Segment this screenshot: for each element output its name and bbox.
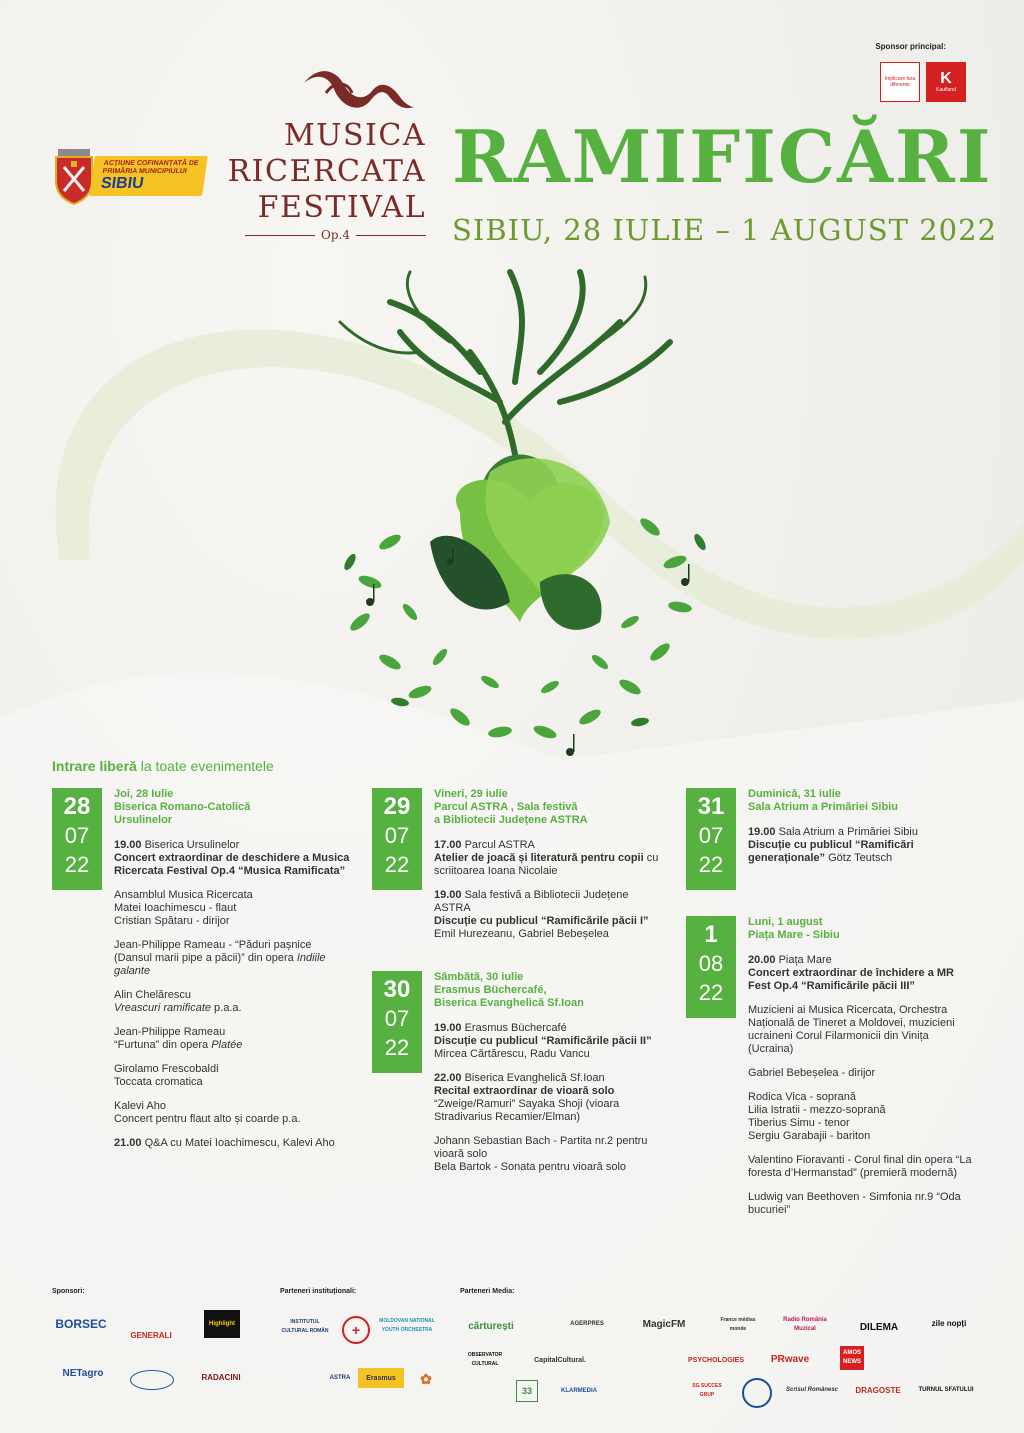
performer: Ansamblul Musica Ricercata (114, 889, 253, 901)
partner-logo-icr[interactable]: INSTITUTUL CULTURAL ROMÂN (281, 1319, 329, 1334)
conductor: Gabriel Bebeșelea - dirijor (748, 1067, 876, 1079)
date-year: 22 (64, 852, 90, 877)
date-day: 29 (383, 793, 411, 820)
sponsor-principal-logos (880, 62, 966, 102)
event-title: Concert extraordinar de închidere a MR Fest Op.4 “Ramificările păcii III” (748, 967, 954, 992)
soloists (748, 1091, 976, 1143)
media-logo-dilema[interactable]: DILEMA (859, 1321, 899, 1333)
work-text: Bela Bartok - Sonata pentru vioară solo (434, 1161, 627, 1173)
day-header-line: Parcul ASTRA , Sala festivă (434, 801, 578, 813)
soloist: Rodica Vica - soprană (748, 1091, 857, 1103)
page-title: RAMIFICĂRI (452, 114, 993, 199)
day-header-line: Joi, 28 Iulie (114, 788, 174, 800)
tree-illustration (300, 262, 740, 762)
schedule-column-3 (686, 788, 976, 1228)
event-place: Biserica Evanghelică Sf.Ioan (461, 1072, 605, 1084)
implicare-logo[interactable] (880, 62, 920, 102)
day-header (434, 788, 662, 827)
event-time: 22.00 (434, 1072, 462, 1084)
kaufland-k-icon: K (940, 70, 952, 87)
event-time: 19.00 (434, 1022, 462, 1034)
festival-logo-line1: MUSICA (283, 118, 426, 153)
soloist: Lilia Istratii - mezzo-soprană (748, 1104, 886, 1116)
day-header-line: Duminică, 31 iulie (748, 788, 841, 800)
event-place: Piața Mare (775, 954, 832, 966)
media-logo-zile-nopti[interactable]: zile nopți (931, 1318, 967, 1328)
media-logo-green[interactable] (884, 1350, 928, 1368)
work-text: “Furtuna” din opera (114, 1039, 212, 1051)
media-logo-scrisul-romanesc[interactable]: Scrisul Românesc (785, 1386, 839, 1393)
sibiu-banner-line2: PRIMĂRIA MUNICIPIULUI (102, 168, 188, 175)
event-place: Sala Atrium a Primăriei Sibiu (775, 826, 918, 838)
event-rest: Mircea Cărtărescu, Radu Vancu (434, 1048, 590, 1060)
media-logo-prwave[interactable]: PRwave (770, 1353, 810, 1365)
day-header-line: Piața Mare - Sibiu (748, 929, 840, 941)
date-month: 07 (64, 823, 90, 848)
date-year: 22 (384, 852, 410, 877)
media-logo-sg-succes-grup[interactable]: SG SUCCES GRUP (692, 1383, 722, 1398)
media-logo-pink[interactable] (460, 1380, 500, 1400)
work-text: Johann Sebastian Bach - Partita nr.2 pentru vioară solo (434, 1135, 648, 1160)
day-header-line: a Bibliotecii Județene ASTRA (434, 814, 588, 826)
event-discussion-generations (748, 826, 976, 865)
day-1-august (686, 916, 976, 1217)
work-italic: Platée (211, 1039, 243, 1051)
work: Valentino Fioravanti - Corul final din opera “La foresta d’Hermanstad” (premieră modernă) (748, 1154, 972, 1179)
red-cross-icon[interactable]: + (342, 1316, 370, 1344)
event-time: 17.00 (434, 839, 462, 851)
event-place: Biserica Ursulinelor (141, 839, 240, 851)
day-28-july (52, 788, 352, 1150)
media-logo-revista[interactable] (612, 1348, 672, 1366)
media-logo-carturesti[interactable]: cărturești (468, 1320, 514, 1332)
day-31-july (686, 788, 976, 888)
media-logo-capital-cultural[interactable]: CapitalCultural. (534, 1356, 586, 1364)
date-day: 31 (697, 793, 725, 820)
work-text: Jean-Philippe Rameau - “Păduri pașnice (Dansul marii pipe a păcii)” din opera (114, 939, 312, 964)
day-29-july (372, 788, 662, 941)
media-logo-grey[interactable] (622, 1380, 678, 1400)
work (114, 939, 352, 978)
event-recital (434, 1072, 662, 1124)
day-header (114, 788, 352, 827)
media-logo-turnul-sfatului[interactable]: TURNUL SFATULUI (918, 1386, 974, 1393)
performer: Cristian Spătaru - dirijor (114, 915, 230, 927)
sponsor-logo-highlight[interactable]: Highlight (204, 1310, 240, 1338)
date-month: 07 (384, 823, 410, 848)
work-composer: Alin Chelărescu (114, 989, 192, 1001)
sponsor-principal-label: Sponsor principal: (875, 42, 946, 51)
work (114, 989, 352, 1015)
schedule-column-2 (372, 788, 662, 1185)
event-time: 19.00 (434, 889, 462, 901)
sponsors-label: Sponsori: (52, 1288, 85, 1295)
day-header-line: Biserica Evanghelică Sf.Ioan (434, 997, 584, 1009)
media-logo-klarmedia[interactable]: KLARMEDIA (561, 1387, 597, 1394)
work-italic: Indiile galante (114, 952, 326, 977)
institutional-partners-label: Parteneri instituționali: (280, 1288, 357, 1295)
performers: Muzicieni ai Musica Ricercata, Orchestra Națională de Tineret a Moldovei, muzicieni ucraineni Corul Filarmonicii din Vinița (Ucraina) (748, 1004, 955, 1055)
day-header-line: Sala Atrium a Primăriei Sibiu (748, 801, 898, 813)
work-text: Toccata cromatica (114, 1076, 203, 1088)
work-text: p.a.a. (211, 1002, 242, 1014)
date-box-1 (686, 916, 736, 1018)
page-subtitle: SIBIU, 28 IULIE – 1 AUGUST 2022 (452, 213, 998, 247)
partner-logo-sibiu[interactable] (278, 1368, 318, 1388)
media-logo-france-medias[interactable]: France médias monde (720, 1317, 756, 1332)
event-discussion-1 (434, 889, 662, 941)
sibiu-banner-city: SIBIU (99, 175, 145, 192)
partner-logo-astra[interactable]: ASTRA (329, 1374, 351, 1381)
date-year: 22 (698, 980, 724, 1005)
free-entry-bold: Intrare liberă (52, 758, 137, 774)
sibiu-banner-line1: ACȚIUNE COFINANȚATĂ DE (103, 160, 200, 167)
media-logo-33[interactable]: 33 (516, 1380, 538, 1402)
work-composer: Kalevi Aho (114, 1100, 166, 1112)
work-text: Concert pentru flaut alto și coarde p.a. (114, 1113, 301, 1125)
sponsor-logo-borsec[interactable]: BORSEC (55, 1316, 107, 1331)
performers (114, 889, 352, 928)
media-logo-dragoste[interactable]: DRAGOSTE (855, 1385, 901, 1395)
day-30-july (372, 971, 662, 1174)
free-entry-rest: la toate evenimentele (136, 758, 274, 774)
media-logo-magicfm[interactable]: MagicFM (642, 1318, 686, 1330)
event-title: Concert extraordinar de deschidere a Musica Ricercata Festival Op.4 “Musica Ramificata” (114, 852, 350, 877)
event-rest: Götz Teutsch (825, 852, 893, 864)
event-workshop (434, 839, 662, 878)
festival-logo (226, 63, 426, 242)
day-header-line: Biserica Romano-Catolică (114, 801, 251, 813)
sponsor-logo-generali[interactable]: GENERALI (130, 1331, 172, 1340)
event-discussion-2 (434, 1022, 662, 1061)
event-text: Q&A cu Matei Ioachimescu, Kalevi Aho (141, 1137, 335, 1149)
sibiu-crest-icon (52, 147, 96, 205)
day-header-line: Ursulinelor (114, 814, 173, 826)
works (434, 1135, 662, 1174)
kaufland-logo[interactable] (926, 62, 966, 102)
sponsor-logo-netagro[interactable]: NETagro (62, 1367, 104, 1379)
date-day: 1 (704, 921, 718, 948)
event-rest: “Zweige/Ramuri” Sayaka Shoji (vioara Stradivarius Recamier/Elman) (434, 1098, 620, 1123)
event-qa (114, 1137, 352, 1150)
date-year: 22 (698, 852, 724, 877)
opus-rule-right (356, 235, 426, 236)
partner-logo-flower-icon[interactable]: ✿ (420, 1370, 432, 1387)
event-place: Sala festivă a Bibliotecii Județene ASTRA (434, 889, 629, 914)
date-month: 07 (384, 1006, 410, 1031)
festival-swash-icon (296, 63, 416, 115)
day-header (748, 788, 976, 814)
work: Ludwig van Beethoven - Simfonia nr.9 “Oda bucuriei” (748, 1191, 961, 1216)
date-month: 07 (698, 823, 724, 848)
date-box-29 (372, 788, 422, 890)
media-partners-label: Parteneri Media: (460, 1288, 515, 1295)
sponsor-logo-radacini[interactable]: RADACINI (201, 1372, 241, 1382)
day-header-line: Vineri, 29 iulie (434, 788, 508, 800)
performer: Matei Ioachimescu - flaut (114, 902, 237, 914)
media-logo-agerpres[interactable]: AGERPRES (570, 1320, 604, 1327)
media-logo-psychologies[interactable]: PSYCHOLOGIES (688, 1356, 745, 1364)
media-logo-amos-news[interactable]: AMOS NEWS (840, 1346, 864, 1370)
date-day: 30 (383, 976, 411, 1003)
date-box-28 (52, 788, 102, 890)
event-concert-opening (114, 839, 352, 878)
soloist: Tiberius Simu - tenor (748, 1117, 850, 1129)
work-composer: Jean-Philippe Rameau (114, 1026, 226, 1038)
sponsor-logo-oval[interactable] (130, 1370, 174, 1390)
media-logo-radio-romania-muzical[interactable]: Radio România Muzical (783, 1317, 827, 1332)
event-place: Erasmus Büchercafé (461, 1022, 567, 1034)
event-time: 21.00 (114, 1137, 142, 1149)
media-logo-observator-cultural[interactable]: OBSERVATOR CULTURAL (467, 1352, 503, 1367)
work (114, 1026, 352, 1052)
event-title: Discuție cu publicul “Ramificările păcii II” (434, 1035, 652, 1047)
work-composer: Girolamo Frescobaldi (114, 1063, 219, 1075)
date-month: 08 (698, 951, 724, 976)
event-time: 19.00 (114, 839, 142, 851)
implicare-logo-text: Implicare fara diferente (884, 76, 916, 88)
event-time: 19.00 (748, 826, 776, 838)
kaufland-logo-text: Kaufland (936, 87, 956, 93)
day-header-line: Sâmbătă, 30 iulie (434, 971, 524, 983)
event-closing-concert (748, 954, 976, 993)
day-header-line: Luni, 1 august (748, 916, 823, 928)
opus-rule-left (245, 235, 315, 236)
date-day: 28 (63, 793, 91, 820)
event-rest: cu scriitoarea Ioana Nicolaie (434, 852, 659, 877)
festival-logo-line2: RICERCATA (227, 154, 426, 189)
event-place: Parcul ASTRA (461, 839, 535, 851)
schedule-column-1 (52, 788, 352, 1161)
event-rest: Emil Hurezeanu, Gabriel Bebeșelea (434, 928, 609, 940)
day-header (748, 916, 976, 942)
event-title: Discuție cu publicul “Ramificările păcii I” (434, 915, 649, 927)
work (114, 1100, 352, 1126)
partner-logo-moldovan-orchestra[interactable]: MOLDOVAN NATIONAL YOUTH ORCHESTRA (379, 1318, 435, 1333)
festival-logo-line3: FESTIVAL (257, 190, 426, 225)
work-italic: Vreascuri ramificate (114, 1002, 211, 1014)
soloist: Sergiu Garabajii - bariton (748, 1130, 871, 1142)
date-box-30 (372, 971, 422, 1073)
sibiu-banner (89, 156, 207, 196)
event-time: 20.00 (748, 954, 776, 966)
work (114, 1063, 352, 1089)
event-title: Discuție cu publicul “Ramificări generaționale” (748, 839, 914, 864)
date-year: 22 (384, 1035, 410, 1060)
day-header-line: Erasmus Büchercafé, (434, 984, 547, 996)
event-title: Recital extraordinar de vioară solo (434, 1085, 615, 1097)
free-entry-note (52, 758, 274, 774)
partner-logo-erasmus[interactable]: Erasmus (358, 1368, 404, 1388)
day-header (434, 971, 662, 1010)
date-box-31 (686, 788, 736, 890)
sibiu-cofinancing-badge (52, 147, 205, 205)
media-logo-round[interactable] (742, 1378, 772, 1408)
event-title: Atelier de joacă și literatură pentru copii (434, 852, 644, 864)
media-logo-blue[interactable] (940, 1348, 984, 1368)
festival-opus (226, 228, 426, 242)
festival-opus-text: Op.4 (321, 228, 350, 242)
